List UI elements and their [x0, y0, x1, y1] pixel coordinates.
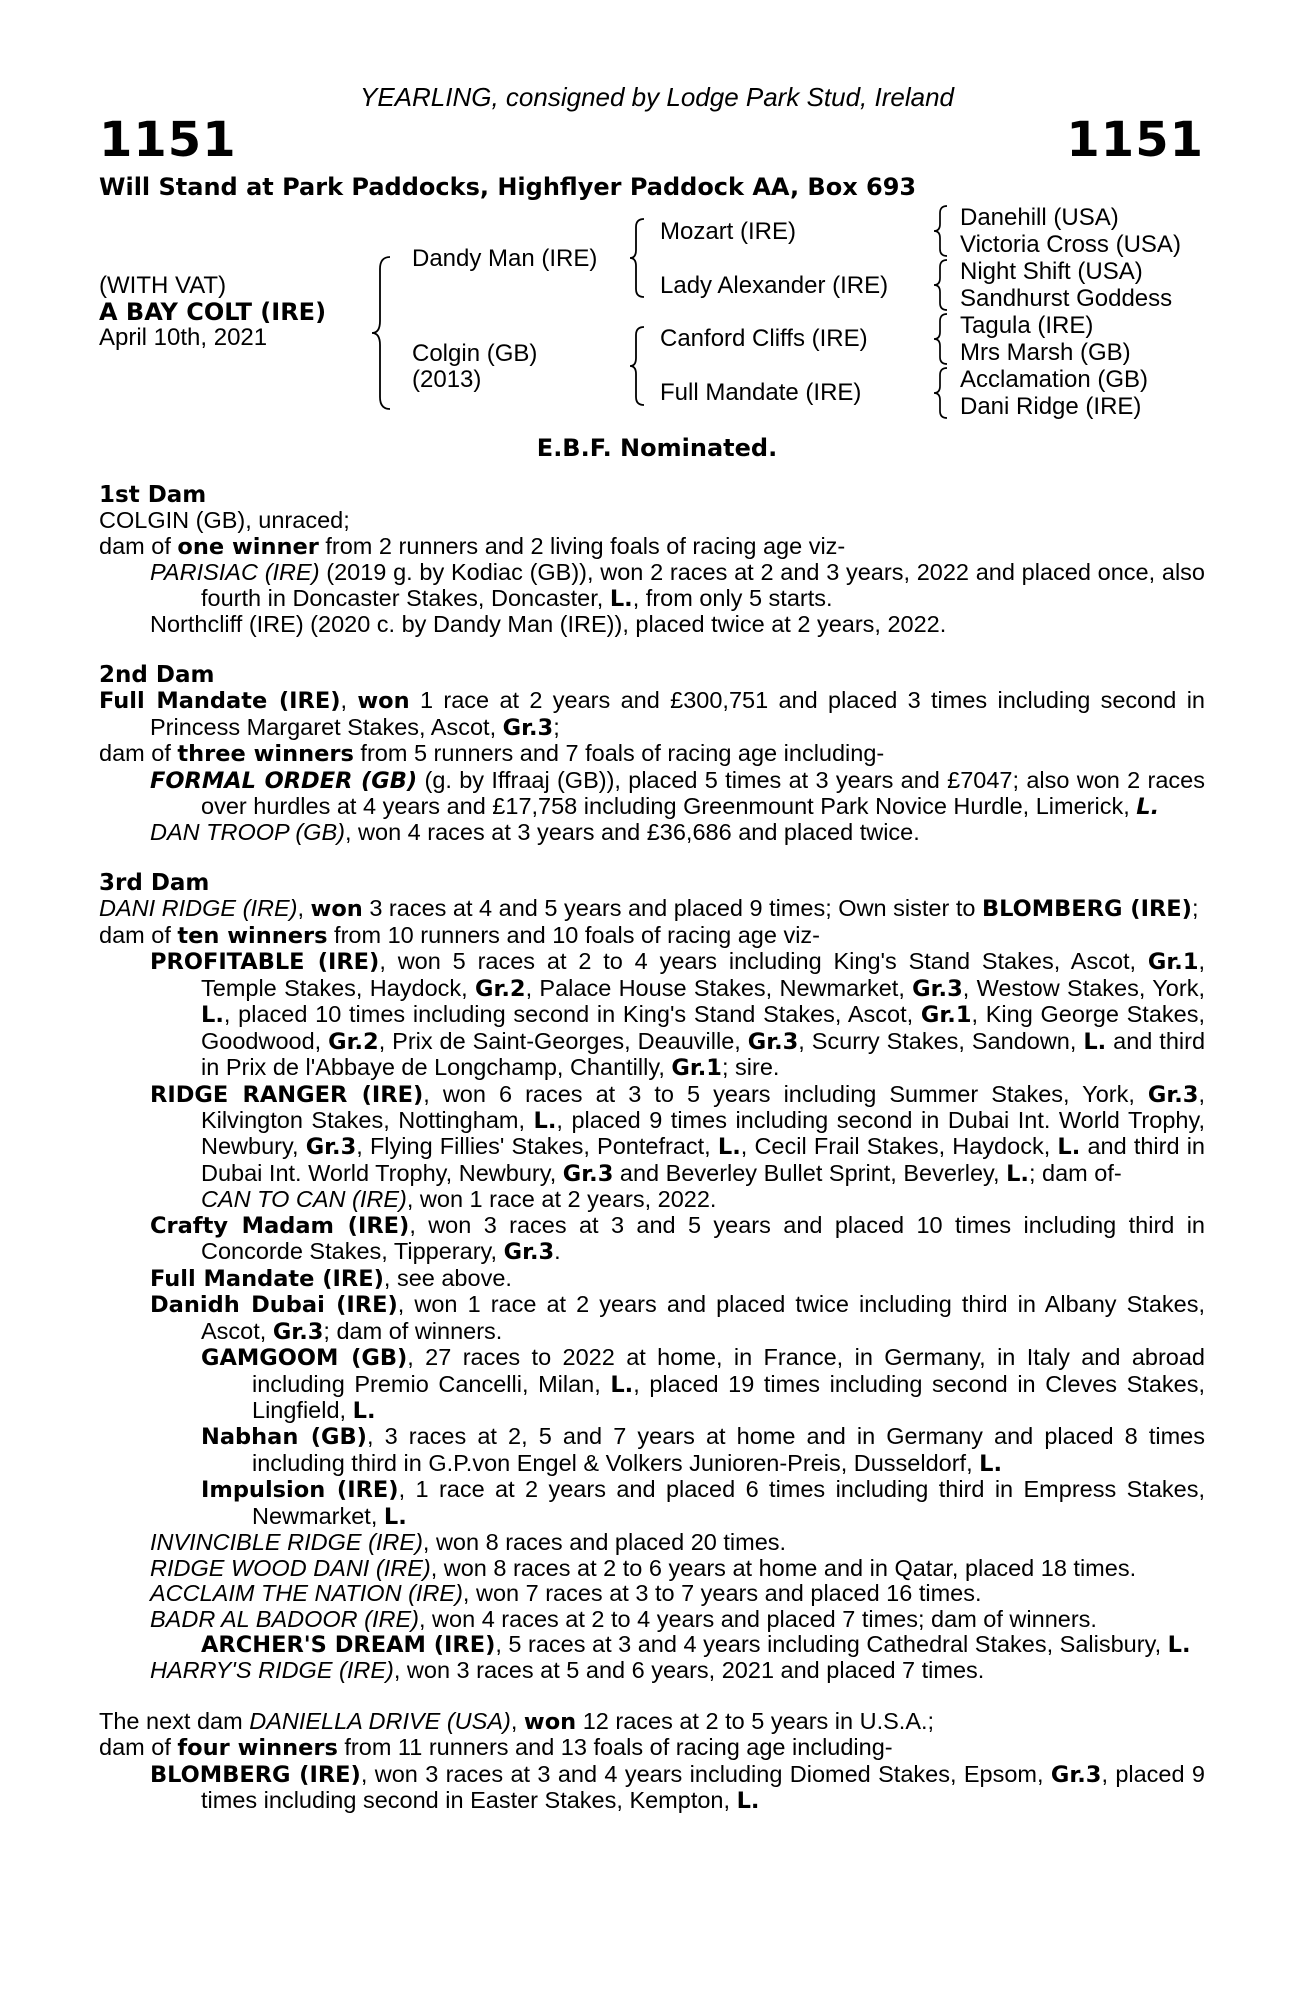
- header-subtitle: YEARLING, consigned by Lodge Park Stud, Ireland: [359, 82, 954, 112]
- produce-formal-order: FORMAL ORDER (GB) (g. by Iffraaj (GB)), placed 5 times at 3 years and £7047; also won 2 races over hurdles at 4 years and £17,758 including Greenmount Park Novice Hurdle, Limerick, L.: [150, 766, 1205, 820]
- dam2-line: Full Mandate (IRE), won 1 race at 2 years and £300,751 and placed 3 times including second in Princess Margaret Stakes, Ascot, Gr.3;: [99, 687, 1206, 741]
- pedigree-brace-g4: [932, 366, 952, 420]
- dam-sire: Canford Cliffs (IRE): [660, 325, 868, 352]
- dam1-line: COLGIN (GB), unraced;: [99, 507, 350, 534]
- gg-7: Acclamation (GB): [960, 366, 1149, 393]
- produce-danidh-dubai: Danidh Dubai (IRE), won 1 race at 2 years and placed twice including third in Albany Stakes, Ascot, Gr.3; dam of winners.: [150, 1291, 1205, 1345]
- pedigree-brace-main: [370, 255, 394, 411]
- produce-dan-troop: DAN TROOP (GB), won 4 races at 3 years and £36,686 and placed twice.: [150, 819, 920, 846]
- lot-name: A BAY COLT (IRE): [99, 298, 327, 326]
- produce-invincible-ridge: INVINCIBLE RIDGE (IRE), won 8 races and placed 20 times.: [150, 1529, 787, 1556]
- sire-sire: Mozart (IRE): [660, 218, 797, 245]
- gg-1: Danehill (USA): [960, 204, 1119, 231]
- pedigree-brace-sire: [628, 217, 648, 299]
- gg-5: Tagula (IRE): [960, 312, 1094, 339]
- gg-8: Dani Ridge (IRE): [960, 393, 1142, 420]
- gg-6: Mrs Marsh (GB): [960, 339, 1131, 366]
- produce-crafty-madam: Crafty Madam (IRE), won 3 races at 3 and 5 years and placed 10 times including third in Concorde Stakes, Tipperary, Gr.3.: [150, 1211, 1205, 1266]
- gg-2: Victoria Cross (USA): [960, 231, 1181, 258]
- produce-blomberg: BLOMBERG (IRE), won 3 races at 3 and 4 years including Diomed Stakes, Epsom, Gr.3, placed 9 times including second in Easter Stakes, Kempton, L.: [150, 1760, 1206, 1815]
- pedigree-brace-g1: [932, 204, 952, 258]
- foaling-date: April 10th, 2021: [99, 324, 268, 351]
- produce-acclaim-the-nation: ACCLAIM THE NATION (IRE), won 7 races at 3 to 7 years and placed 16 times.: [150, 1580, 982, 1607]
- produce-full-mandate: Full Mandate (IRE), see above.: [150, 1264, 512, 1292]
- pedigree-brace-g2: [932, 258, 952, 312]
- section-3rd-dam: 3rd Dam: [99, 869, 210, 896]
- pedigree-brace-dam: [628, 325, 648, 407]
- dam: Colgin (GB): [412, 340, 538, 367]
- gg-4: Sandhurst Goddess: [960, 285, 1173, 312]
- produce-can-to-can: CAN TO CAN (IRE), won 1 race at 2 years, 2022.: [201, 1186, 717, 1213]
- catalogue-body: [99, 483, 1205, 1815]
- vat-note: (WITH VAT): [99, 272, 227, 299]
- next-dam-produce-line: dam of four winners from 11 runners and 13 foals of racing age including-: [99, 1734, 893, 1762]
- section-2nd-dam: 2nd Dam: [99, 661, 215, 688]
- produce-northcliff: Northcliff (IRE) (2020 c. by Dandy Man (IRE)), placed twice at 2 years, 2022.: [150, 611, 947, 638]
- produce-harrys-ridge: HARRY'S RIDGE (IRE), won 3 races at 5 and 6 years, 2021 and placed 7 times.: [150, 1657, 985, 1684]
- dam1-produce-line: dam of one winner from 2 runners and 2 living foals of racing age viz-: [99, 532, 846, 560]
- next-dam-line: The next dam DANIELLA DRIVE (USA), won 12 races at 2 to 5 years in U.S.A.;: [99, 1707, 935, 1735]
- dam-dam: Full Mandate (IRE): [660, 379, 862, 406]
- dam3-produce-line: dam of ten winners from 10 runners and 10 foals of racing age viz-: [99, 921, 820, 949]
- lot-number-right: 1151: [1066, 112, 1204, 168]
- dam3-line: DANI RIDGE (IRE), won 3 races at 4 and 5 years and placed 9 times; Own sister to BLOMBERG (IRE);: [99, 895, 1199, 923]
- produce-ridge-wood-dani: RIDGE WOOD DANI (IRE), won 8 races at 2 to 6 years at home and in Qatar, placed 18 times.: [150, 1554, 1137, 1581]
- produce-ridge-ranger: RIDGE RANGER (IRE), won 6 races at 3 to 5 years including Summer Stakes, York, Gr.3, Kilvington Stakes, Nottingham, L., placed 9 times including second in Dubai Int. World Trophy, Newbury, Gr.3, Flying Fillies' Stakes, Pontefract, L., Cecil Frail Stakes, Haydock, L. and third in Dubai Int. World Trophy, Newbury, Gr.3 and Beverley Bullet Sprint, Beverley, L.; dam of-: [150, 1080, 1205, 1187]
- produce-profitable: PROFITABLE (IRE), won 5 races at 2 to 4 years including King's Stand Stakes, Ascot, Gr.1, Temple Stakes, Haydock, Gr.2, Palace House Stakes, Newmarket, Gr.3, Westow Stakes, York, L., placed 10 times including second in King's Stand Stakes, Ascot, Gr.1, King George Stakes, Goodwood, Gr.2, Prix de Saint-Georges, Deauville, Gr.3, Scurry Stakes, Sandown, L. and third in Prix de l'Abbaye de Longchamp, Chantilly, Gr.1; sire.: [150, 948, 1206, 1082]
- section-1st-dam: 1st Dam: [99, 482, 207, 508]
- produce-archers-dream: ARCHER'S DREAM (IRE), 5 races at 3 and 4 years including Cathedral Stakes, Salisbury, L.: [201, 1631, 1191, 1659]
- dam-year: (2013): [412, 366, 482, 393]
- ebf-nominated: E.B.F. Nominated.: [536, 434, 778, 462]
- produce-parisiac: PARISIAC (IRE) (2019 g. by Kodiac (GB)), won 2 races at 2 and 3 years, 2022 and placed once, also fourth in Doncaster Stakes, Doncaster, L., from only 5 starts.: [150, 559, 1205, 612]
- gg-3: Night Shift (USA): [960, 258, 1143, 285]
- dam2-produce-line: dam of three winners from 5 runners and 7 foals of racing age including-: [99, 740, 885, 768]
- produce-gamgoom: GAMGOOM (GB), 27 races to 2022 at home, in France, in Germany, in Italy and abroad including Premio Cancelli, Milan, L., placed 19 times including second in Cleves Stakes, Lingfield, L.: [201, 1344, 1205, 1424]
- lot-number-left: 1151: [99, 112, 237, 168]
- produce-nabhan: Nabhan (GB), 3 races at 2, 5 and 7 years at home and in Germany and placed 8 times including third in G.P.von Engel & Volkers Junioren-Preis, Dusseldorf, L.: [201, 1423, 1205, 1477]
- produce-impulsion: Impulsion (IRE), 1 race at 2 years and placed 6 times including third in Empress Stakes, Newmarket, L.: [201, 1476, 1205, 1530]
- produce-badr-al-badoor: BADR AL BADOOR (IRE), won 4 races at 2 to 4 years and placed 7 times; dam of winners.: [150, 1605, 1097, 1632]
- stand-location: Will Stand at Park Paddocks, Highflyer Paddock AA, Box 693: [99, 173, 917, 201]
- sire-dam: Lady Alexander (IRE): [660, 272, 889, 299]
- pedigree-brace-g3: [932, 312, 952, 366]
- sire: Dandy Man (IRE): [412, 245, 598, 272]
